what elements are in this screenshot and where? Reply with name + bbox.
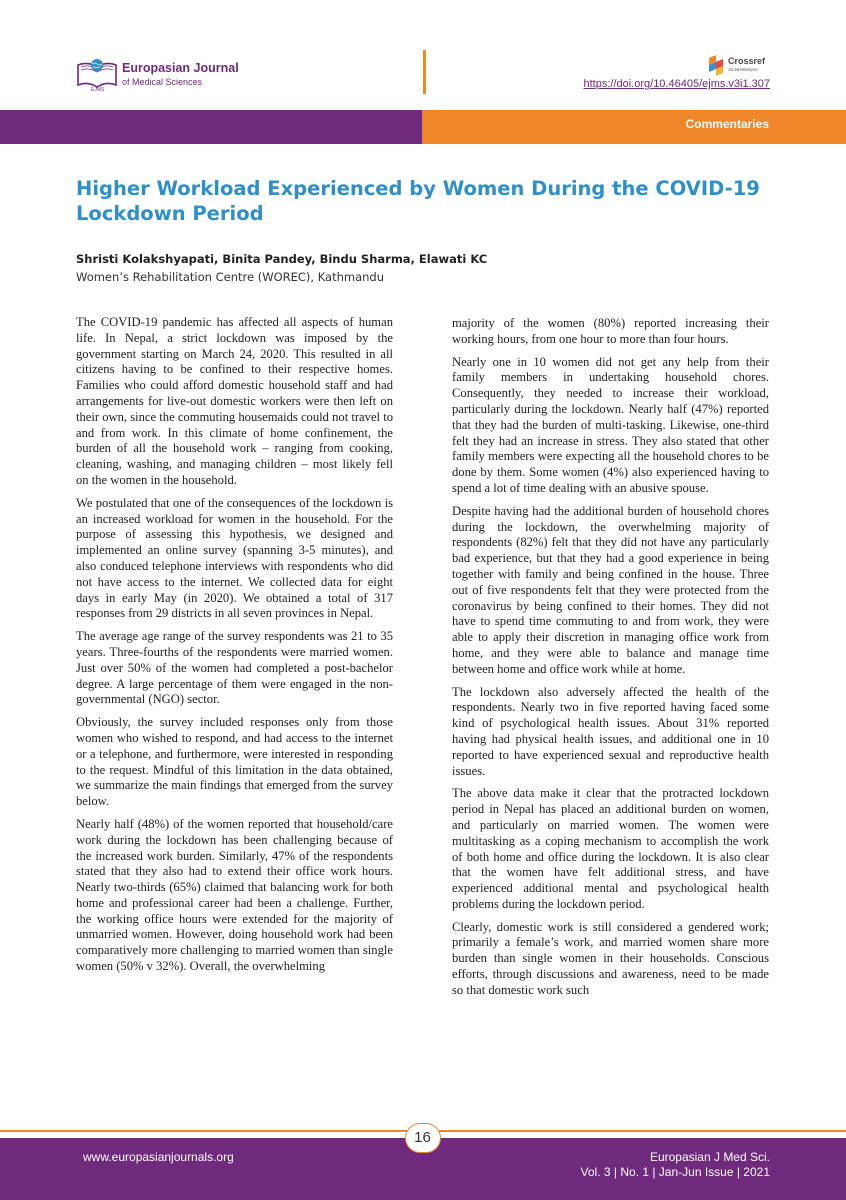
footer-website-link[interactable]: www.europasianjournals.org (83, 1150, 234, 1164)
header-divider (423, 50, 426, 94)
paragraph: Nearly half (48%) of the women reported that household/care work during the lockdown has been challenging because of the increased work burden. Similarly, 47% of the respondents stated that they also had to extend their office work hours. Nearly two-thirds (65%) claimed that balancing work for both home and professional career had been a challenge. Further, the working office hours were extended for the majority of unmarried women. However, doing household work had been comparatively more challenging to married women than single women (50% v 32%). Overall, the overwhelming (76, 816, 393, 974)
journal-logo (76, 57, 246, 91)
article-authors: Shristi Kolakshyapati, Binita Pandey, Bindu Sharma, Elawati KC (76, 252, 488, 266)
footer-issue-info: Vol. 3 | No. 1 | Jan-Jun Issue | 2021 (580, 1165, 770, 1179)
crossref-icon (706, 54, 726, 76)
doi-link[interactable]: https://doi.org/10.46405/ejms.v3i1.307 (583, 78, 770, 90)
paragraph: Nearly one in 10 women did not get any help from their family members in undertaking household chores. Consequently, they needed to increase their workload, particularly during the lockdown. Nearly half (47%) reported that they had the burden of multi-tasking. Likewise, one-third felt they had an increase in stress. They also stated that other family members were expecting all the household chores to be done by them. Some women (4%) also experienced having to spend a lot of time dealing with an abusive spouse. (452, 354, 769, 495)
journal-name-line2: of Medical Sciences (122, 77, 203, 87)
page-number: 16 (414, 1129, 431, 1146)
crossref-doi-prefix: 10.46405/ejms (728, 67, 758, 72)
paragraph: majority of the women (80%) reported increasing their working hours, from one hour to more than four hours. (452, 316, 769, 346)
article-title: Higher Workload Experienced by Women During the COVID-19 Lockdown Period (76, 177, 760, 225)
crossref-badge[interactable] (706, 54, 776, 76)
crossref-label: Crossref (728, 56, 766, 66)
article-affiliation: Women’s Rehabilitation Centre (WOREC), Kathmandu (76, 270, 385, 284)
paragraph: We postulated that one of the consequences of the lockdown is an increased workload for women in the household. For the purpose of assessing this hypothesis, we designed and implemented an online survey (spanning 3-5 minutes), and also conduced telephone interviews with respondents who did not have access to the internet. We collected data for eight days in early May (in 2020). We obtained a total of 317 responses from 29 districts in all seven provinces in Nepal. (76, 495, 393, 621)
paragraph: Despite having had the additional burden of household chores during the lockdown, the overwhelming majority of respondents (82%) felt that they did not have any particularly bad experience, but that they had a good experience in being together with family and being confined in the house. Three out of five respondents felt that they were protected from the coronavirus by being confined to their homes. They did not have to spend time commuting to and from work, they were able to apply their discretion in managing office work from home, and they were able to balance and manage time between home and office work while at home. (452, 503, 769, 676)
page-number-badge (405, 1123, 441, 1153)
body-column-left (76, 315, 393, 982)
paragraph: The average age range of the survey respondents was 21 to 35 years. Three-fourths of the respondents were married women. Just over 50% of the women had completed a post-bachelor degree. A large percentage of them were engaged in the non-governmental (NGO) sector. (76, 629, 393, 707)
paragraph: The lockdown also adversely affected the health of the respondents. Nearly two in five reported having faced some kind of psychological health issues. About 31% reported having had physical health issues, and additional one in 10 reported to have experienced sexual and reproductive health issues. (452, 684, 769, 778)
paragraph: Obviously, the survey included responses only from those women who wished to respond, and had access to the internet or a telephone, and furthermore, were interested in responding to the request. Mindful of this limitation in the data obtained, we summarize the main findings that emerged from the survey below. (76, 715, 393, 809)
body-column-right (452, 316, 769, 1006)
paragraph: Clearly, domestic work is still considered a gendered work; primarily a female’s work, and married women share more burden than single women in their households. Conscious efforts, through discussions and awareness, need to be made so that domestic work such (452, 919, 769, 997)
journal-name-line1: Europasian Journal (122, 61, 239, 75)
paragraph: The COVID-19 pandemic has affected all aspects of human life. In Nepal, a strict lockdown was imposed by the government starting on March 24, 2020. This resulted in all citizens having to be confined to their respective homes. Families who could afford domestic household staff and had arrangements for live-out domestic workers were then left on their own, since the commuting housemaids could not travel to and from work. In this climate of home confinement, the burden of all the household work – ranging from cooking, cleaning, washing, and managing children – most likely fell on the women in the household. (76, 315, 393, 487)
footer-journal-abbrev: Europasian J Med Sci. (649, 1150, 770, 1164)
section-label: Commentaries (685, 117, 769, 131)
header-band-orange (422, 110, 846, 144)
journal-abbrev-logo: EJMS (91, 87, 105, 93)
paragraph: The above data make it clear that the protracted lockdown period in Nepal has placed an additional burden on women, and particularly on married women. The women were multitasking as a coping mechanism to accomplish the work of both home and office during the lockdown. It is also clear that the women have felt additional stress, and have experienced additional mental and psychological health problems during the lockdown period. (452, 786, 769, 911)
header-band-purple (0, 110, 422, 144)
book-globe-logo-icon (76, 57, 118, 91)
